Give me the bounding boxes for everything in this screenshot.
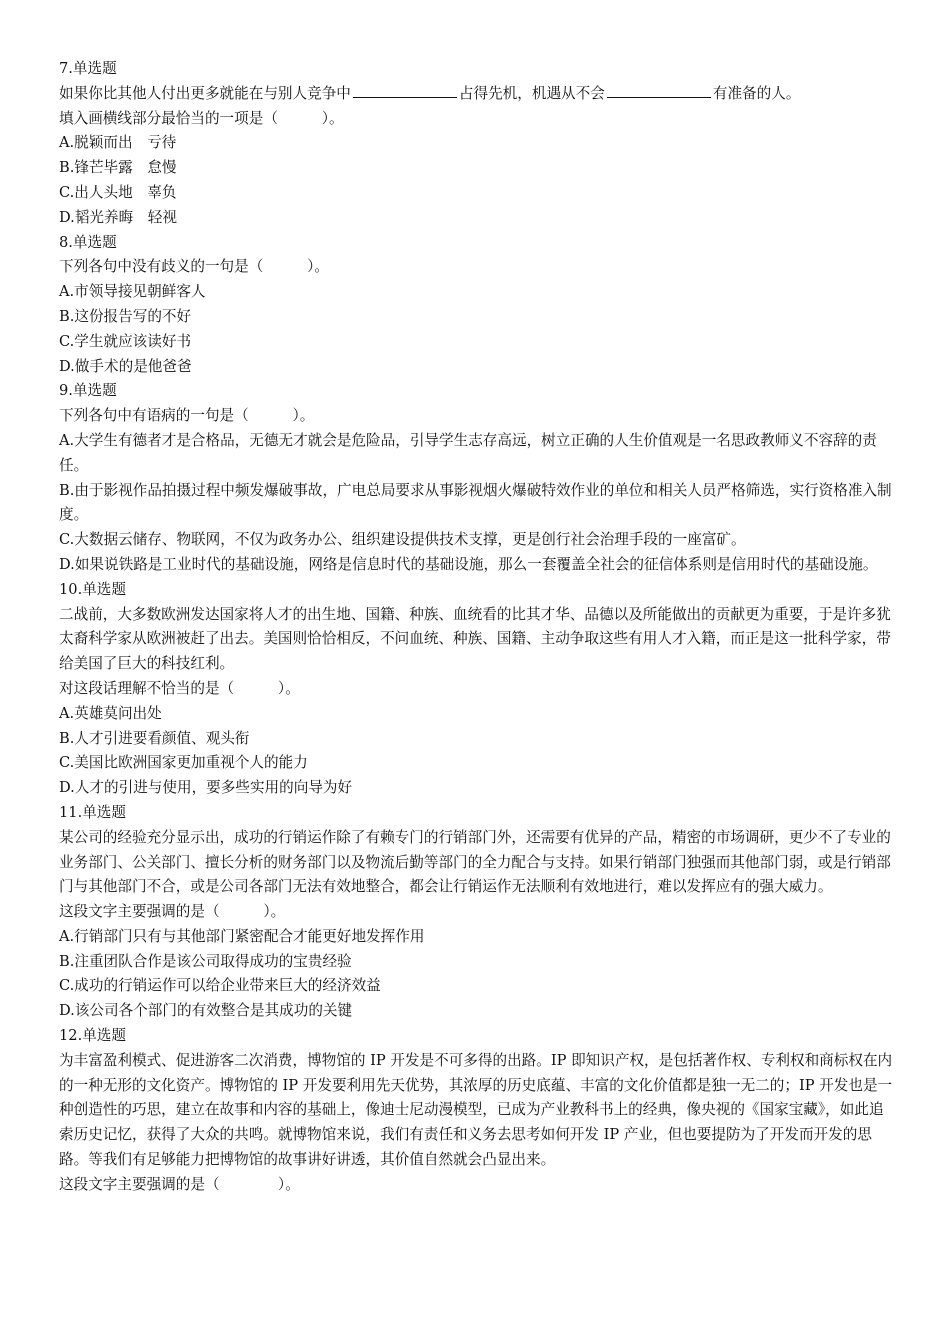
option-a: A.大学生有德者才是合格品，无德无才就会是危险品，引导学生志存高远，树立正确的人生价值观是一名思政教师义不容辞的责任。 — [59, 431, 877, 474]
question-prompt: 下列各句中没有歧义的一句是（ ）。 — [59, 258, 329, 276]
option-d: D.人才的引进与使用，要多些实用的向导为好 — [59, 779, 353, 797]
option-c: C.出人头地 辜负 — [59, 183, 177, 201]
option-a: A.脱颖而出 亏待 — [59, 134, 177, 152]
question-7 — [59, 57, 894, 231]
question-11 — [59, 801, 894, 1024]
option-b: B.由于影视作品拍摄过程中频发爆破事故，广电总局要求从事影视烟火爆破特效作业的单位和相关人员严格筛选，实行资格准入制度。 — [59, 481, 892, 524]
question-heading: 10.单选题 — [59, 580, 126, 598]
fill-blank — [607, 83, 711, 98]
option-d: D.韬光养晦 轻视 — [59, 208, 177, 226]
fill-blank — [353, 83, 457, 98]
question-prompt: 这段文字主要强调的是（ ）。 — [59, 903, 286, 921]
exam-page — [59, 57, 894, 1198]
question-prompt: 这段文字主要强调的是（ ）。 — [59, 1175, 300, 1193]
question-9 — [59, 379, 894, 577]
question-heading: 8.单选题 — [59, 233, 117, 251]
option-c: C.美国比欧洲国家更加重视个人的能力 — [59, 754, 308, 772]
question-heading: 12.单选题 — [59, 1027, 126, 1045]
option-d: D.做手术的是他爸爸 — [59, 357, 192, 375]
option-b: B.人才引进要看颜值、观头衔 — [59, 729, 250, 747]
question-12 — [59, 1024, 894, 1198]
question-8 — [59, 231, 894, 380]
question-passage: 二战前，大多数欧洲发达国家将人才的出生地、国籍、种族、血统看的比其才华、品德以及所能做出的贡献更为重要，于是许多犹太裔科学家从欧洲被赶了出去。美国则恰恰相反，不问血统、种族、国籍、主动争取这些有用人才入籍，而正是这一批科学家，带给美国了巨大的科技红利。 — [59, 605, 891, 673]
question-heading: 11.单选题 — [59, 803, 126, 821]
option-b: B.这份报告写的不好 — [59, 307, 192, 325]
option-b: B.注重团队合作是该公司取得成功的宝贵经验 — [59, 952, 352, 970]
question-passage: 为丰富盈利模式、促进游客二次消费，博物馆的 IP 开发是不可多得的出路。IP 即知识产权，是包括著作权、专利权和商标权在内的一种无形的文化资产。博物馆的 IP 开发要利用先天优势，其浓厚的历史底蕴、丰富的文化价值都是独一无二的；IP 开发也是一种创造性的巧思，建立在故事和内容的基础上，像迪士尼动漫模型，已成为产业教科书上的经典，像央视的《国家宝藏》，如此追索历史记忆，获得了大众的共鸣。就博物馆来说，我们有责任和义务去思考如何开发 IP 产业，但也要提防为了开发而开发的思路。等我们有足够能力把博物馆的故事讲好讲透，其价值自然就会凸显出来。 — [59, 1051, 893, 1169]
question-prompt: 对这段话理解不恰当的是（ ）。 — [59, 679, 300, 697]
option-a: A.行销部门只有与其他部门紧密配合才能更好地发挥作用 — [59, 927, 425, 945]
question-passage: 某公司的经验充分显示出，成功的行销运作除了有赖专门的行销部门外，还需要有优异的产品，精密的市场调研，更少不了专业的业务部门、公关部门、擅长分析的财务部门以及物流后勤等部门的全力配合与支持。如果行销部门独强而其他部门弱，或是行销部门与其他部门不合，或是公司各部门无法有效地整合，都会让行销运作无法顺利有效地进行，难以发挥应有的强大威力。 — [59, 828, 891, 896]
question-10 — [59, 578, 894, 801]
option-d: D.如果说铁路是工业时代的基础设施，网络是信息时代的基础设施，那么一套覆盖全社会的征信体系则是信用时代的基础设施。 — [59, 555, 878, 573]
question-heading: 9.单选题 — [59, 382, 117, 400]
stem-part: 占得先机，机遇从不会 — [458, 84, 605, 102]
option-c: C.学生就应该读好书 — [59, 332, 192, 350]
stem-part: 如果你比其他人付出更多就能在与别人竞争中 — [59, 84, 351, 102]
option-a: A.英雄莫问出处 — [59, 704, 162, 722]
question-prompt: 填入画横线部分最恰当的一项是（ ）。 — [59, 109, 344, 127]
question-stem — [59, 82, 894, 107]
option-c: C.大数据云储存、物联网，不仅为政务办公、组织建设提供技术支撑，更是创行社会治理手段的一座富矿。 — [59, 531, 746, 549]
question-prompt: 下列各句中有语病的一句是（ ）。 — [59, 407, 315, 425]
option-a: A.市领导接见朝鲜客人 — [59, 283, 206, 301]
option-b: B.锋芒毕露 怠慢 — [59, 159, 177, 177]
stem-part: 有准备的人。 — [712, 84, 801, 102]
option-c: C.成功的行销运作可以给企业带来巨大的经济效益 — [59, 977, 381, 995]
option-d: D.该公司各个部门的有效整合是其成功的关键 — [59, 1002, 353, 1020]
question-heading: 7.单选题 — [59, 60, 117, 77]
